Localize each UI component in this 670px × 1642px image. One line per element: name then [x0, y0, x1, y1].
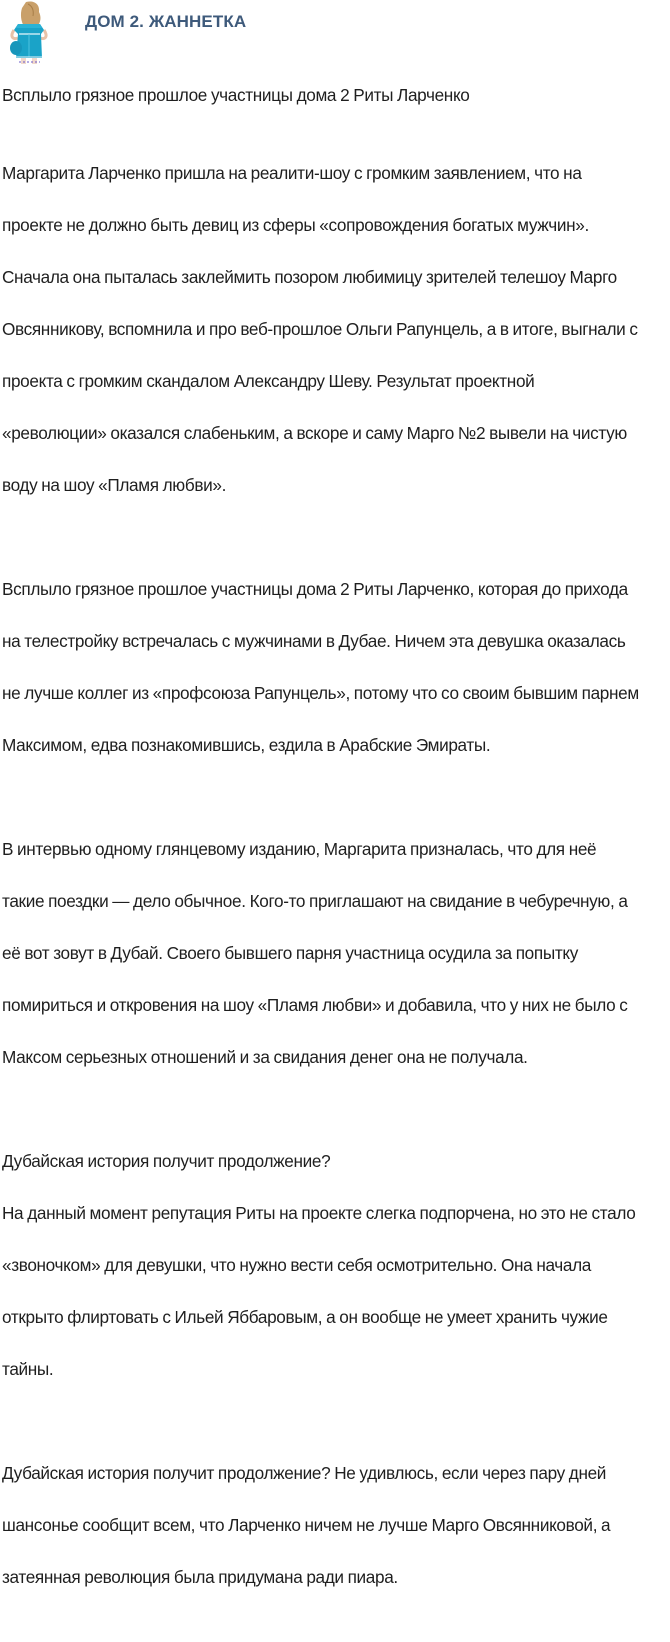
article-paragraph-5: [2, 1434, 666, 1616]
subheading-line: Дубайская история получит продолжение?: [2, 1151, 331, 1171]
paragraph-line: такие поездки — дело обычное. Кого-то приглашают на свидание в чебуречную, а: [2, 891, 628, 911]
article-paragraph-3: [2, 810, 666, 1096]
paragraph-line: шансонье сообщит всем, что Ларченко ничем не лучше Марго Овсянниковой, а: [2, 1515, 611, 1535]
paragraph-line: В интервью одному глянцевому изданию, Маргарита призналась, что для неё: [2, 839, 597, 859]
paragraph-line: Максимом, едва познакомившись, ездила в Арабские Эмираты.: [2, 735, 491, 755]
paragraph-line: На данный момент репутация Риты на проекте слегка подпорчена, но это не стало: [2, 1203, 636, 1223]
paragraph-line: Сначала она пыталась заклеймить позором любимицу зрителей телешоу Марго: [2, 267, 617, 287]
paragraph-line: проекта с громким скандалом Александру Шеву. Результат проектной: [2, 371, 535, 391]
paragraph-line: её вот зовут в Дубай. Своего бывшего парня участница осудила за попытку: [2, 943, 578, 963]
paragraph-line: Всплыло грязное прошлое участницы дома 2 Риты Ларченко, которая до прихода: [2, 579, 628, 599]
paragraph-line: Овсянникову, вспомнила и про веб-прошлое Ольги Рапунцель, а в итоге, выгнали с: [2, 319, 638, 339]
article-paragraph-2: [2, 550, 666, 784]
article-body: [2, 82, 666, 1642]
paragraph-line: «звоночком» для девушки, что нужно вести себя осмотрительно. Она начала: [2, 1255, 591, 1275]
paragraph-line: Маргарита Ларченко пришла на реалити-шоу с громким заявлением, что на: [2, 163, 582, 183]
channel-avatar[interactable]: [4, 0, 54, 66]
article-paragraph-1: [2, 134, 666, 524]
article-headline: [2, 82, 666, 108]
paragraph-line: на телестройку встречалась с мужчинами в Дубае. Ничем эта девушка оказалась: [2, 631, 626, 651]
article-paragraph-4: [2, 1122, 666, 1408]
paragraph-line: помириться и откровения на шоу «Пламя любви» и добавила, что у них не было с: [2, 995, 628, 1015]
paragraph-line: тайны.: [2, 1359, 54, 1379]
paragraph-line: не лучше коллег из «профсоюза Рапунцель», потому что со своим бывшим парнем: [2, 683, 639, 703]
paragraph-line: Дубайская история получит продолжение? Не удивлюсь, если через пару дней: [2, 1463, 607, 1483]
paragraph-line: Максом серьезных отношений и за свидания денег она не получала.: [2, 1047, 528, 1067]
post-header: [0, 0, 670, 70]
paragraph-line: воду на шоу «Пламя любви».: [2, 475, 226, 495]
paragraph-line: проекте не должно быть девиц из сферы «сопровождения богатых мужчин».: [2, 215, 589, 235]
channel-title-link[interactable]: ДОМ 2. ЖАННЕТКА: [85, 12, 247, 31]
paragraph-line: затеянная революция была придумана ради пиара.: [2, 1567, 398, 1587]
avatar-girl-icon: [4, 0, 54, 66]
paragraph-line: «революции» оказался слабеньким, а вскоре и саму Марго №2 вывели на чистую: [2, 423, 627, 443]
headline-text: Всплыло грязное прошлое участницы дома 2 Риты Ларченко: [2, 85, 470, 105]
paragraph-line: открыто флиртовать с Ильей Яббаровым, а он вообще не умеет хранить чужие: [2, 1307, 608, 1327]
